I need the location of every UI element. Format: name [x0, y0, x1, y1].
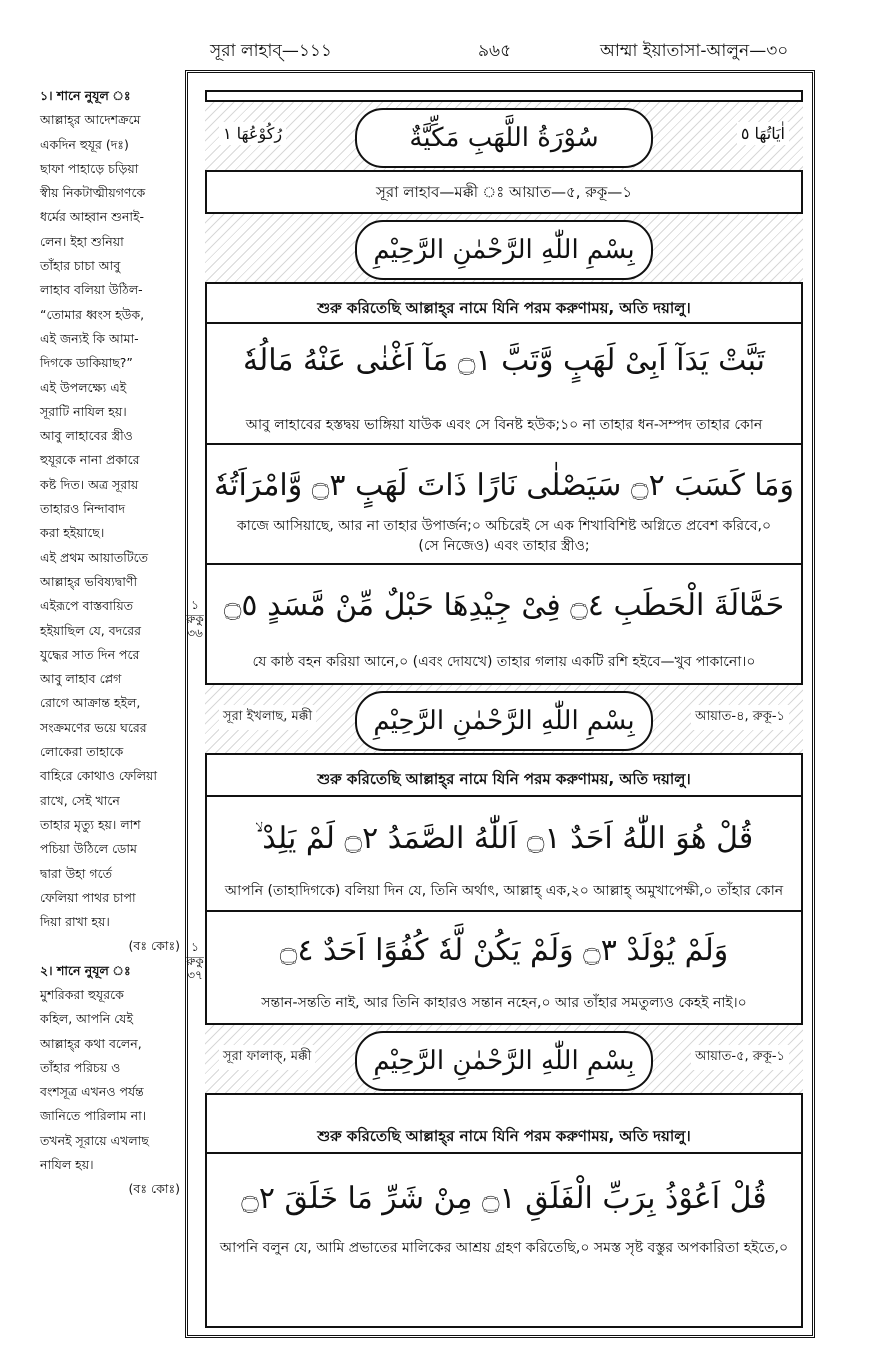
bismillah-arabic: بِسْمِ اللّٰهِ الرَّحْمٰنِ الرَّحِيْمِ: [355, 220, 653, 280]
bismillah-translation: শুরু করিতেছি আল্লাহ্‌র নামে যিনি পরম করুণাময়, অতি দয়ালু।: [317, 770, 691, 788]
note-line: ফেলিয়া পাথর চাপা: [40, 889, 136, 905]
note-line: আবু লাহাব প্লেগ: [40, 671, 122, 687]
ruku-count: ৩৭: [187, 968, 203, 982]
note-line: লেন। ইহা শুনিয়া: [40, 233, 124, 249]
divider: [205, 795, 803, 797]
ayah-line-translation: আবু লাহাবের হস্তদ্বয় ভাঙ্গিয়া যাউক এবং সে বিনষ্ট হউক;১০ না তাহার ধন-সম্পদ তাহার কোন: [245, 417, 763, 433]
bismillah-band: [205, 212, 803, 284]
note-line: তাহারও নিন্দাবাদ: [40, 501, 126, 517]
note-line: সূরাটি নাযিল হয়।: [40, 403, 127, 419]
note-line: হইয়াছিল যে, বদরের: [40, 622, 142, 638]
note-line: বাহিরে কোথাও ফেলিয়া: [40, 768, 158, 784]
note-line: এইরূপে বাস্তবায়িত: [40, 598, 134, 614]
note-line: তাঁহার পরিচয় ও: [40, 1059, 121, 1075]
note-line: দিগকে ডাকিয়াছ?”: [40, 355, 133, 371]
divider: [205, 1152, 803, 1154]
divider: [205, 443, 803, 445]
note-line: ছাফা পাহাড়ে চড়িয়া: [40, 160, 139, 176]
note-line: এই উপলক্ষ্যে এই: [40, 379, 127, 395]
ayah-line-arabic: حَمَّالَةَ الْحَطَبِ ۝٤ فِىْ جِيْدِهَا حَبْلٌ مِّنْ مَّسَدٍ ۝٥: [223, 588, 785, 623]
running-header-para: আম্মা ইয়াতাসা-আলুন—৩০: [600, 41, 789, 61]
ayah-count-arabic: اٰيَاتُهَا ٥: [737, 122, 789, 145]
note-line: কষ্ট দিত। অত্র সূরায়: [40, 476, 139, 492]
ruku-count: ৩৬: [187, 626, 203, 640]
note-line: সংক্রমণের ভয়ে ঘরের: [40, 719, 147, 735]
note-line: “তোমার ধ্বংস হউক,: [40, 306, 145, 322]
note-line: তাঁহার চাচা আবু: [40, 258, 121, 274]
running-header-surah: সূরা লাহাব্—১১১: [210, 41, 332, 61]
note-line: ধর্মের আহ্বান শুনাই-: [40, 209, 144, 225]
note-line: লোকেরা তাহাকে: [40, 744, 124, 760]
ayah-line-translation: সন্তান-সন্ততি নাই, আর তিনি কাহারও সন্তান নহেন,০ আর তাঁহার সমতুল্যও কেহই নাই।০: [261, 995, 747, 1011]
ayah-line-arabic: وَمَا كَسَبَ ۝٢ سَيَصْلٰى نَارًا ذَاتَ لَهَبٍ ۝٣ وَّامْرَاَتُهٗ: [214, 468, 794, 503]
bismillah-translation: শুরু করিতেছি আল্লাহ্‌র নামে যিনি পরম করুণাময়, অতি দয়ালু।: [317, 1127, 691, 1145]
divider: [205, 322, 803, 324]
note-line: আল্লাহ্‌র ভবিষ্যদ্বাণী: [40, 573, 138, 589]
ayah-line-arabic: قُلْ اَعُوْذُ بِرَبِّ الْفَلَقِ ۝١ مِنْ شَرِّ مَا خَلَقَ ۝٢: [241, 1181, 767, 1216]
surah-title-band: [205, 100, 803, 172]
note-line: দিয়া রাখা হয়।: [40, 914, 110, 930]
note-1-reference: (বঃ কোঃ): [128, 938, 180, 954]
note-line: আল্লাহ্‌র আদেশক্রমে: [40, 112, 141, 128]
commentary-column: [40, 84, 180, 1202]
ruku-count-arabic: رُكُوْعُهَا ١: [219, 122, 286, 145]
divider: [205, 910, 803, 912]
bismillah-arabic: بِسْمِ اللّٰهِ الرَّحْمٰنِ الرَّحِيْمِ: [355, 691, 653, 751]
note-line: মুশরিকরা হুযূরকে: [40, 986, 124, 1002]
note-line: পচিয়া উঠিলে ডোম: [40, 841, 137, 857]
surah-name-label: সূরা ইখলাছ, মক্কী: [219, 705, 316, 730]
note-line: একদিন হুযূর (দঃ): [40, 136, 129, 152]
ruku-number: ১: [191, 598, 199, 612]
ruku-label: রুকু: [186, 612, 204, 626]
page-number: ৯৬৫: [478, 41, 512, 61]
note-line: হুযূরকে নানা প্রকারে: [40, 452, 140, 468]
surah-title-band: [205, 1023, 803, 1095]
ayah-ruku-label: আয়াত-৫, রুকূ-১: [691, 1045, 789, 1070]
ruku-number: ১: [191, 940, 199, 954]
note-line: লাহাব বলিয়া উঠিল-: [40, 282, 143, 298]
surah-name-label: সূরা ফালাক্, মক্কী: [219, 1045, 315, 1070]
bismillah-translation: শুরু করিতেছি আল্লাহ্‌র নামে যিনি পরম করুণাময়, অতি দয়ালু।: [317, 299, 691, 317]
note-1-title: ১। শানে নুযূল ঃ: [40, 88, 131, 103]
note-line: আবু লাহাবের স্ত্রীও: [40, 428, 133, 444]
surah-title-band: [205, 683, 803, 755]
note-2-title: ২। শানে নুযূল ঃ: [40, 962, 131, 978]
note-line: দ্বারা উহা গর্তে: [40, 865, 113, 881]
note-line: নাযিল হয়।: [40, 1157, 94, 1173]
note-line: করা হইয়াছে।: [40, 525, 105, 541]
note-line: কহিল, আপনি যেই: [40, 1011, 133, 1027]
note-line: এই জন্যই কি আমা-: [40, 330, 139, 346]
divider: [205, 563, 803, 565]
ayah-line-translation: (সে নিজেও) এবং তাহার স্ত্রীও;: [418, 538, 590, 554]
ayah-line-arabic: قُلْ هُوَ اللّٰهُ اَحَدٌ ۝١ اَللّٰهُ الصَّمَدُ ۝٢ لَمْ يَلِدْ ۙ: [254, 821, 754, 856]
ayah-line-translation: যে কাষ্ঠ বহন করিয়া আনে,০ (এবং দোযখে) তাহার গলায় একটি রশি হইবে—খুব পাকানো।০: [252, 654, 756, 670]
note-line: তাহার মৃত্যু হয়। লাশ: [40, 816, 141, 832]
ayah-line-translation: আপনি (তাহাদিগকে) বলিয়া দিন যে, তিনি অর্থাৎ, আল্লাহ্ এক,২০ আল্লাহ্ অমুখাপেক্ষী,০ তাঁহার কোন: [224, 883, 784, 899]
ayah-line-translation: আপনি বলুন যে, আমি প্রভাতের মালিকের আশ্রয় গ্রহণ করিতেছি,০ সমস্ত সৃষ্ট বস্তুর অপকারিতা হইতে,০: [219, 1240, 789, 1256]
note-line: বংশসূত্র এখনও পর্যন্ত: [40, 1084, 144, 1100]
note-line: রোগে আক্রান্ত হইল,: [40, 695, 141, 711]
note-2-reference: (বঃ কোঃ): [128, 1181, 180, 1197]
ayah-line-translation: কাজে আসিয়াছে, আর না তাহার উপার্জন;০ অচিরেই সে এক শিখাবিশিষ্ট অগ্নিতে প্রবেশ করিবে,০: [236, 518, 772, 534]
ayah-ruku-label: আয়াত-৪, রুকূ-১: [691, 705, 789, 730]
note-line: আল্লাহ্‌র কথা বলেন,: [40, 1035, 142, 1051]
note-line: যুদ্ধের সাত দিন পরে: [40, 646, 140, 662]
ayah-line-arabic: تَبَّتْ يَدَآ اَبِىْ لَهَبٍ وَّتَبَّ ۝١ مَآ اَغْنٰى عَنْهُ مَالُهٗ: [242, 343, 765, 378]
surah-info: সূরা লাহাব—মক্কী ঃ আয়াত—৫, রুকূ—১: [376, 183, 632, 201]
note-line: স্বীয় নিকটাত্মীয়গণকে: [40, 185, 146, 201]
note-line: রাখে, সেই খানে: [40, 792, 120, 808]
note-line: জানিতে পারিলাম না।: [40, 1108, 147, 1124]
surah-title-arabic: سُوْرَةُ اللَّهَبِ مَكِّيَّةٌ: [355, 108, 653, 168]
note-line: এই প্রথম আয়াতটিতে: [40, 549, 149, 565]
ruku-label: রুকু: [186, 954, 204, 968]
bismillah-arabic: بِسْمِ اللّٰهِ الرَّحْمٰنِ الرَّحِيْمِ: [355, 1031, 653, 1091]
note-line: তখনই সূরায়ে এখলাছ: [40, 1132, 149, 1148]
ayah-line-arabic: وَلَمْ يُوْلَدْ ۝٣ وَلَمْ يَكُنْ لَّهٗ كُفُوًا اَحَدٌ ۝٤: [279, 933, 729, 968]
